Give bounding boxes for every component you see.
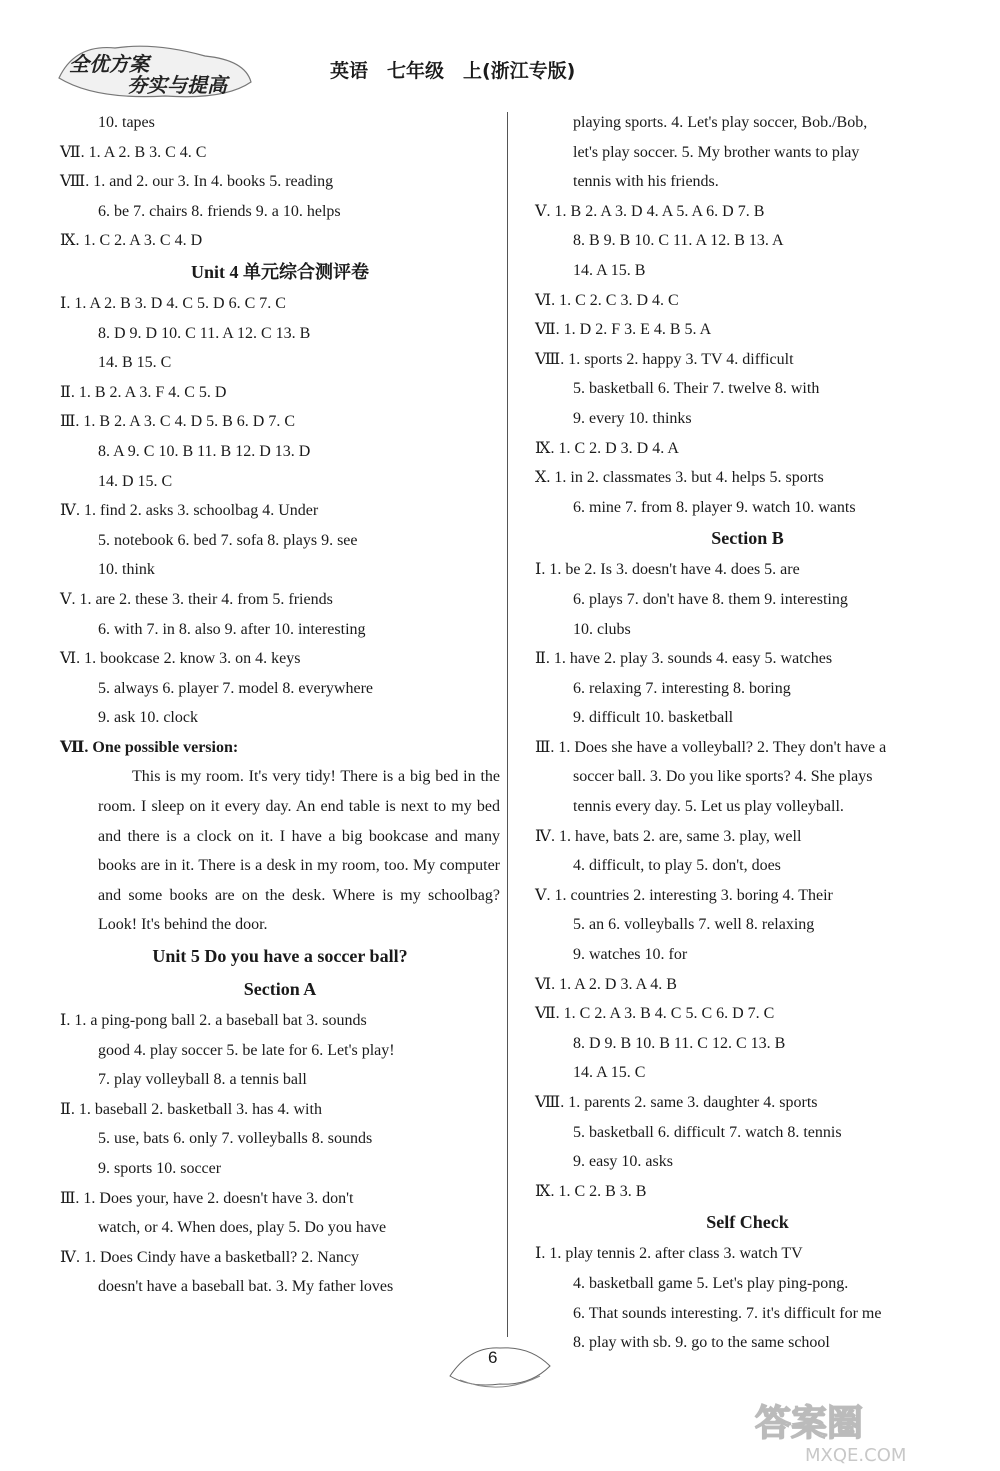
answer-line: 8. A 9. C 10. B 11. B 12. D 13. D <box>98 442 311 460</box>
answer-line: tennis every day. 5. Let us play volleyball. <box>573 798 844 816</box>
answer-line: 10. think <box>98 561 155 579</box>
answer-line: Ⅷ. 1. sports 2. happy 3. TV 4. difficult <box>535 350 794 368</box>
left-column <box>60 108 500 1302</box>
answer-line: 5. always 6. player 7. model 8. everywhere <box>98 679 374 697</box>
answer-line: 6. relaxing 7. interesting 8. boring <box>573 679 791 697</box>
watermark <box>735 1395 995 1465</box>
answer-line: 10. clubs <box>573 620 631 638</box>
answer-line: Ⅰ. 1. a ping-pong ball 2. a baseball bat 3. sounds <box>60 1012 367 1030</box>
answer-line: let's play soccer. 5. My brother wants to play <box>573 143 860 161</box>
answer-line: Ⅰ. 1. A 2. B 3. D 4. C 5. D 6. C 7. C <box>60 294 286 312</box>
section-heading: Self Check <box>706 1212 789 1233</box>
answer-line: Ⅴ. 1. are 2. these 3. their 4. from 5. friends <box>60 590 333 608</box>
answer-line: 4. basketball game 5. Let's play ping-pong. <box>573 1274 849 1292</box>
answer-line: watch, or 4. When does, play 5. Do you have <box>98 1219 387 1237</box>
answer-line: 4. difficult, to play 5. don't, does <box>573 857 781 875</box>
answer-line: Ⅰ. 1. play tennis 2. after class 3. watch TV <box>535 1245 803 1263</box>
section-heading: Unit 4 单元综合测评卷 <box>190 261 369 282</box>
answer-line: 14. A 15. C <box>573 1064 646 1082</box>
answer-line: 14. B 15. C <box>98 354 172 372</box>
answer-line: Ⅳ. 1. Does Cindy have a basketball? 2. Nancy <box>60 1248 360 1266</box>
answer-line: 5. notebook 6. bed 7. sofa 8. plays 9. see <box>98 531 358 549</box>
answer-line: Ⅸ. 1. C 2. B 3. B <box>535 1182 647 1200</box>
answer-line: good 4. play soccer 5. be late for 6. Let's play! <box>98 1041 395 1059</box>
page-header <box>55 38 955 102</box>
answer-line: Ⅴ. 1. countries 2. interesting 3. boring 4. Their <box>535 886 833 904</box>
answer-line: 8. D 9. B 10. B 11. C 12. C 13. B <box>573 1034 786 1052</box>
answer-line: 6. mine 7. from 8. player 9. watch 10. wants <box>573 498 856 516</box>
answer-line: 8. B 9. B 10. C 11. A 12. B 13. A <box>573 232 784 250</box>
answer-line: 8. play with sb. 9. go to the same school <box>573 1334 830 1352</box>
answer-line: 7. play volleyball 8. a tennis ball <box>98 1071 307 1089</box>
answer-line: Ⅲ. 1. Does she have a volleyball? 2. They don't have a <box>535 738 887 756</box>
page-number: 6 <box>488 1348 498 1367</box>
watermark-url: MXQE.COM <box>805 1445 907 1465</box>
answer-line: 5. basketball 6. difficult 7. watch 8. tennis <box>573 1123 842 1141</box>
section-heading: Unit 5 Do you have a soccer ball? <box>152 946 408 967</box>
answer-line: Ⅳ. 1. find 2. asks 3. schoolbag 4. Under <box>60 502 319 520</box>
answer-line: Ⅱ. 1. B 2. A 3. F 4. C 5. D <box>60 383 227 401</box>
answer-line: 9. watches 10. for <box>573 946 688 964</box>
answer-line: 14. A 15. B <box>573 261 646 279</box>
answer-line: soccer ball. 3. Do you like sports? 4. She plays <box>573 768 873 786</box>
answer-line: doesn't have a baseball bat. 3. My father loves <box>98 1278 394 1296</box>
answer-line: Ⅸ. 1. C 2. A 3. C 4. D <box>60 232 203 250</box>
answer-line: Ⅲ. 1. B 2. A 3. C 4. D 5. B 6. D 7. C <box>60 413 296 431</box>
logo-text-2: 夯实与提高 <box>127 73 227 97</box>
answer-line: Ⅲ. 1. Does your, have 2. doesn't have 3. don't <box>60 1189 354 1207</box>
answer-line: Ⅶ. 1. D 2. F 3. E 4. B 5. A <box>535 321 712 339</box>
answer-line: Ⅳ. 1. have, bats 2. are, same 3. play, well <box>535 827 802 845</box>
answer-line: 9. difficult 10. basketball <box>573 709 734 727</box>
answer-line: Ⅰ. 1. be 2. Is 3. doesn't have 4. does 5. are <box>535 561 800 579</box>
watermark-text: 答案圈 <box>755 1403 864 1444</box>
answer-line: 14. D 15. C <box>98 472 173 490</box>
answer-line: 9. every 10. thinks <box>573 409 692 427</box>
answer-line: 9. easy 10. asks <box>573 1153 673 1171</box>
answer-line: Ⅷ. 1. parents 2. same 3. daughter 4. sports <box>535 1094 818 1111</box>
answer-line: Ⅸ. 1. C 2. D 3. D 4. A <box>535 439 679 457</box>
answer-line: 6. plays 7. don't have 8. them 9. interesting <box>573 590 848 608</box>
answer-line: Ⅱ. 1. baseball 2. basketball 3. has 4. with <box>60 1100 322 1118</box>
section-heading: Section B <box>711 528 784 549</box>
answer-line: Ⅱ. 1. have 2. play 3. sounds 4. easy 5. watches <box>535 650 833 668</box>
answer-line: 10. tapes <box>98 114 155 131</box>
page-number-ornament <box>440 1336 560 1396</box>
answer-line: Ⅹ. 1. in 2. classmates 3. but 4. helps 5. sports <box>535 469 824 487</box>
section-heading: Section A <box>243 979 317 1000</box>
answer-line: Ⅵ. 1. C 2. C 3. D 4. C <box>535 291 679 309</box>
answer-line: Ⅶ. 1. C 2. A 3. B 4. C 5. C 6. D 7. C <box>535 1005 775 1023</box>
answer-line: 9. sports 10. soccer <box>98 1160 222 1177</box>
answer-line: tennis with his friends. <box>573 173 719 191</box>
right-column <box>535 108 960 1358</box>
series-logo <box>55 38 255 102</box>
answer-line: Ⅷ. 1. and 2. our 3. In 4. books 5. reading <box>60 173 334 191</box>
answer-line: 8. D 9. D 10. C 11. A 12. C 13. B <box>98 324 311 342</box>
answer-line: Ⅵ. 1. A 2. D 3. A 4. B <box>535 975 677 993</box>
page-footer <box>440 1336 560 1406</box>
answer-line: 6. That sounds interesting. 7. it's difficult for me <box>573 1304 882 1322</box>
answer-line: 5. use, bats 6. only 7. volleyballs 8. sounds <box>98 1130 373 1148</box>
answer-line: playing sports. 4. Let's play soccer, Bob./Bob, <box>573 114 868 131</box>
answer-line: 6. with 7. in 8. also 9. after 10. interesting <box>98 620 366 638</box>
page-title: 英语 七年级 上(浙江专版) <box>330 60 576 82</box>
answer-line: Ⅶ. 1. A 2. B 3. C 4. C <box>60 143 207 161</box>
answer-line: 5. basketball 6. Their 7. twelve 8. with <box>573 380 820 398</box>
column-divider <box>507 112 508 1337</box>
answer-line: Ⅴ. 1. B 2. A 3. D 4. A 5. A 6. D 7. B <box>535 202 765 220</box>
logo-text-1: 全优方案 <box>69 52 149 76</box>
answer-line: 9. ask 10. clock <box>98 709 198 727</box>
answer-line: Ⅶ. One possible version: <box>60 738 239 756</box>
answer-line: Ⅵ. 1. bookcase 2. know 3. on 4. keys <box>60 650 301 668</box>
answer-line: 5. an 6. volleyballs 7. well 8. relaxing <box>573 916 815 934</box>
sample-essay: This is my room. It's very tidy! There is a big bed in the room. I sleep on it every day. An end table is next to my bed and there is a clock on it. I have a big bookcase and many books are in it. There is a desk in my room, too. My computer and some books are on the desk. Where is my schoolbag? Look! It's behind the door. <box>98 768 500 934</box>
answer-line: 6. be 7. chairs 8. friends 9. a 10. helps <box>98 202 341 220</box>
